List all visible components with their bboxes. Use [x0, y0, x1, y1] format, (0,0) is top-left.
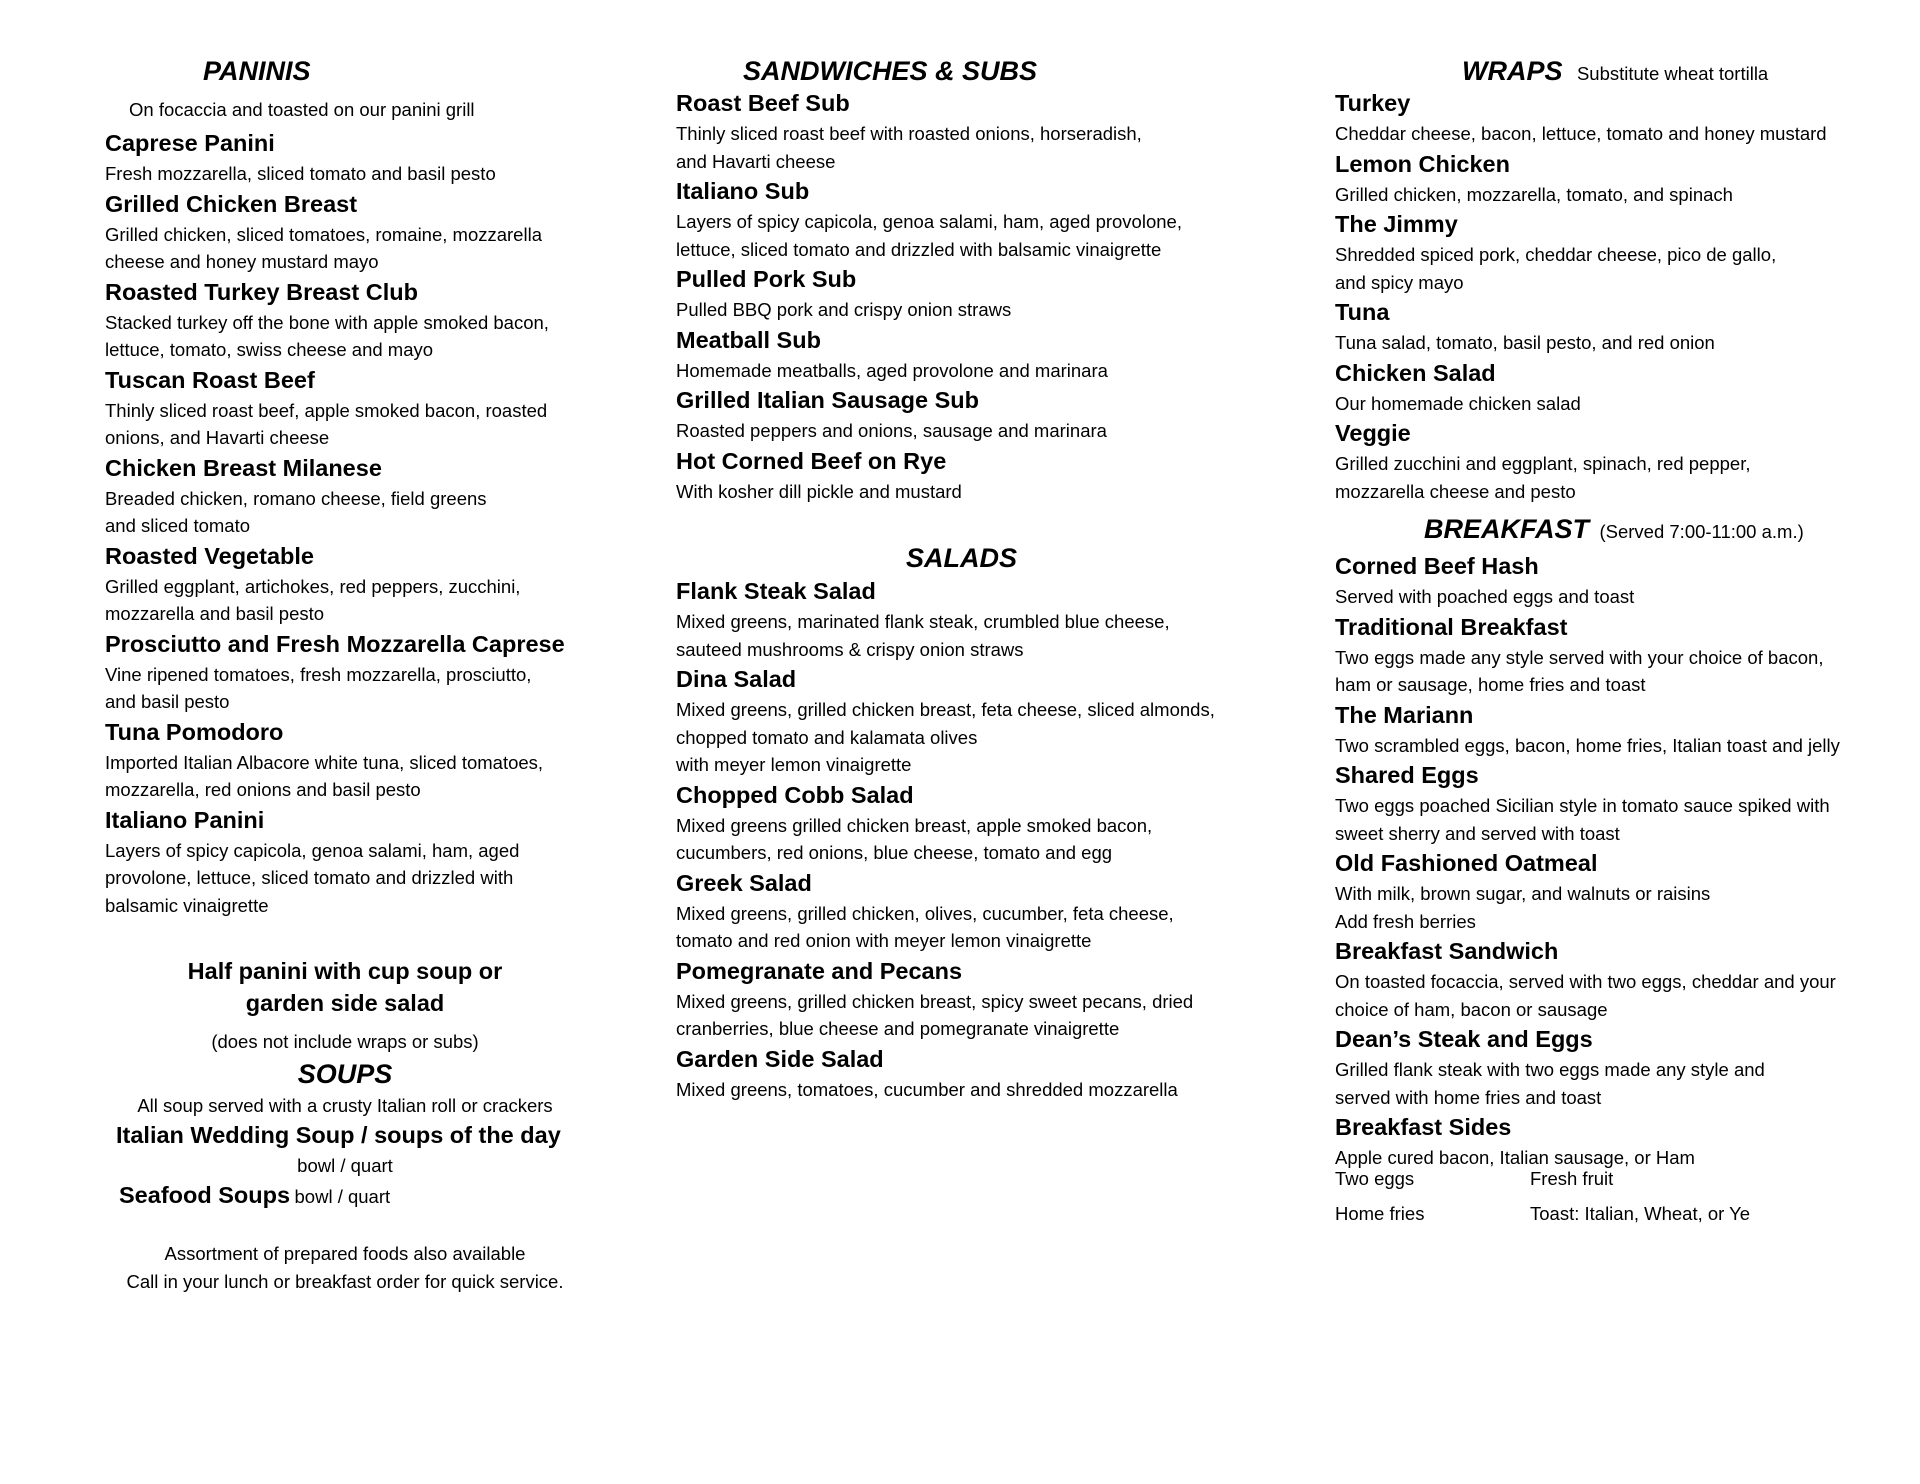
menu-item-description: Thinly sliced roast beef with roasted onions, horseradish, — [676, 123, 1142, 144]
menu-item-description: served with home fries and toast — [1335, 1086, 1602, 1108]
menu-item-description: cucumbers, red onions, blue cheese, tomato and egg — [676, 842, 1113, 863]
menu-item-description: with meyer lemon vinaigrette — [676, 754, 912, 775]
menu-item-description: mozzarella and basil pesto — [105, 603, 325, 624]
menu-item-description: Stacked turkey off the bone with apple smoked bacon, — [105, 311, 549, 333]
menu-item — [105, 127, 565, 188]
soup-italian-wedding: Italian Wedding Soup / soups of the day — [116, 1122, 561, 1148]
side-home-fries: Home fries — [1335, 1203, 1425, 1224]
menu-item — [105, 716, 565, 804]
breakfast-subtitle: (Served 7:00-11:00 a.m.) — [1599, 521, 1804, 542]
menu-item-title: Hot Corned Beef on Rye — [676, 447, 947, 474]
sandwiches-heading: SANDWICHES & SUBS — [743, 56, 1038, 86]
menu-item-title: Tuscan Roast Beef — [105, 366, 315, 393]
combo-line-2: garden side salad — [245, 990, 445, 1016]
menu-item-description: On toasted focaccia, served with two eggs, cheddar and your — [1335, 971, 1836, 992]
menu-item — [676, 263, 1182, 324]
menu-item — [1335, 296, 1827, 357]
menu-item-description: Layers of spicy capicola, genoa salami, ham, aged provolone, — [676, 211, 1182, 232]
soups-subtitle: All soup served with a crusty Italian roll or crackers — [137, 1095, 553, 1116]
menu-item — [105, 452, 565, 540]
menu-item-title: Old Fashioned Oatmeal — [1335, 850, 1598, 876]
breakfast-heading: BREAKFAST — [1424, 514, 1590, 544]
menu-item-description: lettuce, sliced tomato and drizzled with balsamic vinaigrette — [676, 238, 1162, 260]
menu-item-title: Turkey — [1335, 90, 1411, 116]
soups-heading: SOUPS — [297, 1059, 393, 1089]
menu-item-description: and Havarti cheese — [676, 150, 836, 172]
menu-item-title: The Jimmy — [1335, 211, 1458, 237]
menu-item — [1335, 759, 1840, 847]
soup-seafood-sizes: bowl / quart — [294, 1186, 391, 1207]
menu-item-description: ham or sausage, home fries and toast — [1335, 674, 1646, 695]
menu-item-title: Roasted Vegetable — [105, 542, 314, 569]
menu-item — [1335, 550, 1840, 611]
wraps-subtitle: Substitute wheat tortilla — [1576, 63, 1769, 84]
menu-item-description: provolone, lettuce, sliced tomato and drizzled with — [105, 867, 514, 888]
menu-item — [676, 445, 1182, 506]
menu-item-title: Caprese Panini — [105, 130, 275, 156]
menu-item-description: cranberries, blue cheese and pomegranate vinaigrette — [676, 1018, 1120, 1039]
menu-item-title: Meatball Sub — [676, 326, 821, 353]
menu-item — [1335, 148, 1827, 209]
menu-item-title: Roast Beef Sub — [676, 90, 850, 116]
menu-item — [1335, 417, 1827, 505]
menu-item-description: sweet sherry and served with toast — [1335, 822, 1620, 844]
menu-item-description: With kosher dill pickle and mustard — [676, 480, 962, 502]
menu-item-description: Imported Italian Albacore white tuna, sliced tomatoes, — [105, 751, 544, 773]
menu-item-title: Garden Side Salad — [676, 1045, 884, 1072]
menu-item — [1335, 847, 1840, 935]
menu-item-description: and basil pesto — [105, 691, 230, 712]
menu-item-title: Traditional Breakfast — [1335, 613, 1568, 640]
menu-item-description: Grilled chicken, sliced tomatoes, romaine, mozzarella — [105, 223, 542, 245]
menu-item-description: cheese and honey mustard mayo — [105, 251, 379, 272]
side-two-eggs: Two eggs — [1335, 1168, 1415, 1189]
soup-seafood-row — [119, 1179, 390, 1215]
wraps-list — [1335, 87, 1827, 505]
menu-item-description: Layers of spicy capicola, genoa salami, ham, aged — [105, 839, 520, 861]
menu-item-description: Grilled zucchini and eggplant, spinach, red pepper, — [1335, 453, 1751, 474]
menu-item — [676, 575, 1215, 663]
menu-item-description: Add fresh berries — [1335, 910, 1476, 932]
menu-item-title: Italiano Panini — [105, 806, 265, 833]
menu-item — [676, 779, 1215, 867]
menu-item-title: Breakfast Sandwich — [1335, 938, 1559, 964]
footer-line-2: Call in your lunch or breakfast order for quick service. — [126, 1271, 564, 1292]
menu-item — [1335, 699, 1840, 760]
wraps-heading: WRAPS — [1462, 56, 1563, 86]
menu-item — [105, 364, 565, 452]
menu-item — [1335, 208, 1827, 296]
paninis-subtitle: On focaccia and toasted on our panini grill — [129, 99, 475, 120]
menu-item-title: Dina Salad — [676, 666, 797, 692]
menu-item-description: lettuce, tomato, swiss cheese and mayo — [105, 339, 434, 360]
footer-line-1: Assortment of prepared foods also available — [164, 1243, 526, 1264]
menu-item-description: Roasted peppers and onions, sausage and marinara — [676, 420, 1107, 441]
menu-item-description: Two scrambled eggs, bacon, home fries, Italian toast and jelly — [1335, 734, 1840, 756]
menu-item-description: Grilled flank steak with two eggs made any style and — [1335, 1059, 1765, 1080]
menu-item — [1335, 1023, 1840, 1111]
menu-item-title: Grilled Italian Sausage Sub — [676, 387, 979, 413]
menu-item — [1335, 935, 1840, 1023]
menu-item — [1335, 87, 1827, 148]
menu-item-description: Apple cured bacon, Italian sausage, or Ham — [1335, 1147, 1695, 1168]
menu-item-title: Corned Beef Hash — [1335, 553, 1539, 579]
menu-item-title: Chicken Salad — [1335, 359, 1496, 386]
menu-item — [1335, 611, 1840, 699]
menu-item-description: tomato and red onion with meyer lemon vinaigrette — [676, 930, 1092, 951]
menu-item-title: Tuna — [1335, 299, 1390, 325]
menu-item-description: Mixed greens, grilled chicken breast, feta cheese, sliced almonds, — [676, 699, 1215, 720]
menu-item-description: Fresh mozzarella, sliced tomato and basil pesto — [105, 163, 496, 184]
menu-item — [676, 87, 1182, 175]
menu-item-description: sauteed mushrooms & crispy onion straws — [676, 638, 1024, 660]
menu-item-description: Thinly sliced roast beef, apple smoked bacon, roasted — [105, 399, 548, 421]
menu-item-title: Breakfast Sides — [1335, 1114, 1512, 1140]
salads-list — [676, 575, 1215, 1103]
menu-item — [676, 663, 1215, 779]
paninis-list — [105, 127, 565, 919]
menu-item-description: Homemade meatballs, aged provolone and marinara — [676, 359, 1108, 381]
menu-item-description: balsamic vinaigrette — [105, 894, 269, 916]
menu-item — [676, 955, 1215, 1043]
combo-line-1: Half panini with cup soup or — [187, 958, 503, 984]
menu-item-description: onions, and Havarti cheese — [105, 427, 330, 448]
menu-item — [105, 628, 565, 716]
menu-item — [105, 188, 565, 276]
menu-item-title: Grilled Chicken Breast — [105, 190, 358, 217]
menu-item-description: With milk, brown sugar, and walnuts or raisins — [1335, 883, 1711, 904]
side-toast: Toast: Italian, Wheat, or Ye — [1530, 1203, 1751, 1224]
salads-heading: SALADS — [906, 543, 1018, 573]
menu-item-description: Grilled eggplant, artichokes, red peppers, zucchini, — [105, 575, 521, 597]
menu-item-title: Lemon Chicken — [1335, 150, 1510, 177]
menu-item-description: Tuna salad, tomato, basil pesto, and red onion — [1335, 332, 1715, 353]
menu-item — [676, 175, 1182, 263]
menu-item-title: Greek Salad — [676, 869, 812, 896]
menu-item-title: Pulled Pork Sub — [676, 266, 857, 292]
menu-item-title: Tuna Pomodoro — [105, 718, 284, 745]
menu-item-title: Italiano Sub — [676, 178, 810, 204]
menu-item — [105, 276, 565, 364]
menu-item-title: Shared Eggs — [1335, 762, 1479, 788]
menu-item-description: Mixed greens, grilled chicken, olives, cucumber, feta cheese, — [676, 902, 1174, 924]
menu-item-description: chopped tomato and kalamata olives — [676, 726, 978, 748]
menu-item-description: Shredded spiced pork, cheddar cheese, pico de gallo, — [1335, 244, 1777, 265]
combo-note: (does not include wraps or subs) — [211, 1031, 479, 1052]
menu-item-description: Mixed greens, tomatoes, cucumber and shredded mozzarella — [676, 1078, 1178, 1100]
menu-item-description: Breaded chicken, romano cheese, field greens — [105, 487, 487, 509]
side-fresh-fruit: Fresh fruit — [1530, 1168, 1614, 1189]
menu-item-title: Chopped Cobb Salad — [676, 781, 914, 808]
breakfast-list — [1335, 550, 1840, 1172]
menu-item-title: The Mariann — [1335, 701, 1474, 728]
menu-item-description: Our homemade chicken salad — [1335, 392, 1581, 414]
wraps-header — [1462, 53, 1768, 89]
menu-item-description: choice of ham, bacon or sausage — [1335, 998, 1608, 1020]
menu-item-description: and spicy mayo — [1335, 271, 1464, 293]
menu-item — [676, 867, 1215, 955]
menu-item-description: and sliced tomato — [105, 515, 251, 536]
menu-item-description: Served with poached eggs and toast — [1335, 586, 1635, 607]
soup-seafood: Seafood Soups — [119, 1182, 291, 1208]
breakfast-header — [1424, 511, 1804, 547]
menu-item-description: mozzarella cheese and pesto — [1335, 480, 1576, 502]
menu-item — [105, 540, 565, 628]
menu-item-description: Two eggs made any style served with your choice of bacon, — [1335, 646, 1824, 668]
menu-item — [676, 324, 1182, 385]
menu-item-description: Cheddar cheese, bacon, lettuce, tomato and honey mustard — [1335, 123, 1827, 144]
menu-item — [1335, 357, 1827, 418]
menu-item — [105, 804, 565, 920]
menu-item-title: Roasted Turkey Breast Club — [105, 278, 418, 305]
menu-item-description: mozzarella, red onions and basil pesto — [105, 779, 421, 800]
menu-item-description: Mixed greens, marinated flank steak, crumbled blue cheese, — [676, 611, 1170, 632]
menu-item-description: Mixed greens grilled chicken breast, apple smoked bacon, — [676, 814, 1153, 836]
menu-item-description: Pulled BBQ pork and crispy onion straws — [676, 299, 1012, 320]
menu-item-description: Mixed greens, grilled chicken breast, spicy sweet pecans, dried — [676, 990, 1194, 1012]
menu-item-title: Dean’s Steak and Eggs — [1335, 1026, 1593, 1052]
menu-item — [676, 1043, 1215, 1104]
paninis-heading: PANINIS — [203, 56, 311, 86]
menu-item-title: Pomegranate and Pecans — [676, 957, 963, 984]
menu-item — [676, 384, 1182, 445]
menu-item-title: Prosciutto and Fresh Mozzarella Caprese — [105, 630, 565, 657]
menu-item-title: Chicken Breast Milanese — [105, 454, 382, 481]
menu-item-description: Grilled chicken, mozzarella, tomato, and spinach — [1335, 183, 1733, 205]
soup-wedding-sizes: bowl / quart — [297, 1155, 393, 1176]
menu-item-title: Veggie — [1335, 420, 1411, 446]
menu-item-description: Vine ripened tomatoes, fresh mozzarella, prosciutto, — [105, 663, 532, 685]
menu-item — [1335, 1111, 1840, 1172]
sandwiches-list — [676, 87, 1182, 505]
menu-item-title: Flank Steak Salad — [676, 578, 876, 604]
menu-item-description: Two eggs poached Sicilian style in tomato sauce spiked with — [1335, 795, 1830, 816]
